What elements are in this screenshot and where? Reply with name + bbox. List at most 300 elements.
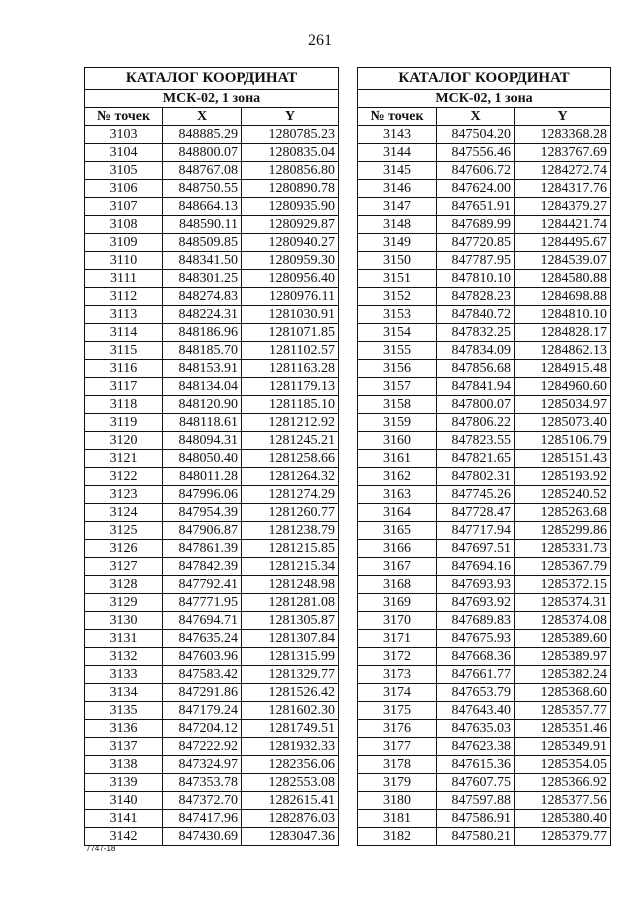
cell-x: 847800.07 bbox=[437, 396, 515, 414]
table-row bbox=[85, 216, 339, 234]
table-row bbox=[358, 180, 611, 198]
table-row bbox=[358, 522, 611, 540]
cell-x: 847787.95 bbox=[437, 252, 515, 270]
cell-point-number: 3113 bbox=[85, 306, 163, 324]
cell-point-number: 3131 bbox=[85, 630, 163, 648]
cell-y: 1284495.67 bbox=[515, 234, 611, 252]
table-row bbox=[85, 288, 339, 306]
cell-point-number: 3161 bbox=[358, 450, 437, 468]
cell-point-number: 3115 bbox=[85, 342, 163, 360]
cell-point-number: 3152 bbox=[358, 288, 437, 306]
cell-y: 1285374.31 bbox=[515, 594, 611, 612]
table-row bbox=[358, 414, 611, 432]
cell-y: 1283767.69 bbox=[515, 144, 611, 162]
cell-x: 847834.09 bbox=[437, 342, 515, 360]
cell-point-number: 3150 bbox=[358, 252, 437, 270]
cell-point-number: 3162 bbox=[358, 468, 437, 486]
cell-point-number: 3177 bbox=[358, 738, 437, 756]
cell-x: 847624.00 bbox=[437, 180, 515, 198]
cell-y: 1284539.07 bbox=[515, 252, 611, 270]
table-row bbox=[358, 684, 611, 702]
cell-x: 847653.79 bbox=[437, 684, 515, 702]
cell-y: 1280929.87 bbox=[242, 216, 339, 234]
coordinate-catalog-table-left bbox=[84, 67, 339, 846]
cell-x: 847580.21 bbox=[437, 828, 515, 846]
cell-y: 1285389.60 bbox=[515, 630, 611, 648]
cell-point-number: 3111 bbox=[85, 270, 163, 288]
cell-point-number: 3173 bbox=[358, 666, 437, 684]
table-row bbox=[358, 234, 611, 252]
cell-y: 1285372.15 bbox=[515, 576, 611, 594]
table-row bbox=[358, 666, 611, 684]
cell-y: 1281749.51 bbox=[242, 720, 339, 738]
table-row bbox=[358, 324, 611, 342]
cell-y: 1283368.28 bbox=[515, 126, 611, 144]
cell-y: 1281179.13 bbox=[242, 378, 339, 396]
table-row bbox=[85, 198, 339, 216]
table-row bbox=[358, 630, 611, 648]
cell-point-number: 3114 bbox=[85, 324, 163, 342]
cell-x: 847661.77 bbox=[437, 666, 515, 684]
cell-point-number: 3141 bbox=[85, 810, 163, 828]
table-row bbox=[358, 774, 611, 792]
cell-point-number: 3155 bbox=[358, 342, 437, 360]
cell-y: 1285380.40 bbox=[515, 810, 611, 828]
cell-point-number: 3182 bbox=[358, 828, 437, 846]
cell-point-number: 3105 bbox=[85, 162, 163, 180]
table-row bbox=[85, 756, 339, 774]
table-row bbox=[358, 504, 611, 522]
cell-x: 848750.55 bbox=[163, 180, 242, 198]
cell-x: 847792.41 bbox=[163, 576, 242, 594]
cell-point-number: 3127 bbox=[85, 558, 163, 576]
cell-x: 847635.03 bbox=[437, 720, 515, 738]
cell-point-number: 3148 bbox=[358, 216, 437, 234]
table-row bbox=[85, 180, 339, 198]
table-row bbox=[358, 810, 611, 828]
cell-point-number: 3126 bbox=[85, 540, 163, 558]
cell-x: 847597.88 bbox=[437, 792, 515, 810]
cell-x: 847745.26 bbox=[437, 486, 515, 504]
table-row bbox=[358, 306, 611, 324]
cell-x: 847372.70 bbox=[163, 792, 242, 810]
table-row bbox=[358, 486, 611, 504]
table-row bbox=[358, 270, 611, 288]
table-row bbox=[85, 306, 339, 324]
document-code: 7747-18 bbox=[86, 844, 116, 853]
table-row bbox=[358, 558, 611, 576]
catalog-title: КАТАЛОГ КООРДИНАТ bbox=[85, 68, 339, 90]
cell-point-number: 3140 bbox=[85, 792, 163, 810]
cell-y: 1282615.41 bbox=[242, 792, 339, 810]
cell-point-number: 3156 bbox=[358, 360, 437, 378]
cell-x: 847179.24 bbox=[163, 702, 242, 720]
table-row bbox=[358, 360, 611, 378]
table-row bbox=[358, 216, 611, 234]
coordinate-catalog-table-right bbox=[357, 67, 611, 846]
cell-y: 1285240.52 bbox=[515, 486, 611, 504]
cell-x: 847717.94 bbox=[437, 522, 515, 540]
column-header-x: X bbox=[437, 108, 515, 126]
cell-point-number: 3132 bbox=[85, 648, 163, 666]
cell-x: 848590.11 bbox=[163, 216, 242, 234]
cell-x: 847697.51 bbox=[437, 540, 515, 558]
cell-y: 1285193.92 bbox=[515, 468, 611, 486]
cell-x: 847728.47 bbox=[437, 504, 515, 522]
cell-point-number: 3104 bbox=[85, 144, 163, 162]
table-row bbox=[358, 450, 611, 468]
cell-point-number: 3116 bbox=[85, 360, 163, 378]
cell-y: 1285366.92 bbox=[515, 774, 611, 792]
table-row bbox=[85, 540, 339, 558]
cell-y: 1285331.73 bbox=[515, 540, 611, 558]
cell-x: 847821.65 bbox=[437, 450, 515, 468]
cell-x: 847204.12 bbox=[163, 720, 242, 738]
cell-y: 1285106.79 bbox=[515, 432, 611, 450]
table-row bbox=[85, 828, 339, 846]
cell-point-number: 3112 bbox=[85, 288, 163, 306]
cell-point-number: 3172 bbox=[358, 648, 437, 666]
cell-y: 1280935.90 bbox=[242, 198, 339, 216]
cell-y: 1285368.60 bbox=[515, 684, 611, 702]
cell-point-number: 3168 bbox=[358, 576, 437, 594]
table-row bbox=[85, 342, 339, 360]
cell-x: 847694.16 bbox=[437, 558, 515, 576]
cell-y: 1284915.48 bbox=[515, 360, 611, 378]
cell-y: 1282553.08 bbox=[242, 774, 339, 792]
cell-y: 1281932.33 bbox=[242, 738, 339, 756]
cell-y: 1284810.10 bbox=[515, 306, 611, 324]
cell-y: 1285263.68 bbox=[515, 504, 611, 522]
table-row bbox=[85, 450, 339, 468]
cell-point-number: 3109 bbox=[85, 234, 163, 252]
cell-x: 847623.38 bbox=[437, 738, 515, 756]
table-row bbox=[85, 126, 339, 144]
cell-point-number: 3163 bbox=[358, 486, 437, 504]
cell-x: 847828.23 bbox=[437, 288, 515, 306]
table-row bbox=[358, 144, 611, 162]
table-row bbox=[85, 270, 339, 288]
cell-x: 847504.20 bbox=[437, 126, 515, 144]
cell-x: 848767.08 bbox=[163, 162, 242, 180]
table-row bbox=[85, 522, 339, 540]
cell-y: 1281307.84 bbox=[242, 630, 339, 648]
cell-y: 1282876.03 bbox=[242, 810, 339, 828]
table-row bbox=[358, 792, 611, 810]
cell-x: 847842.39 bbox=[163, 558, 242, 576]
table-row bbox=[85, 702, 339, 720]
table-row bbox=[85, 432, 339, 450]
cell-point-number: 3157 bbox=[358, 378, 437, 396]
cell-point-number: 3154 bbox=[358, 324, 437, 342]
cell-point-number: 3171 bbox=[358, 630, 437, 648]
cell-y: 1284960.60 bbox=[515, 378, 611, 396]
cell-x: 847823.55 bbox=[437, 432, 515, 450]
table-row bbox=[358, 342, 611, 360]
cell-x: 848120.90 bbox=[163, 396, 242, 414]
cell-x: 847693.92 bbox=[437, 594, 515, 612]
table-row bbox=[358, 756, 611, 774]
cell-x: 847607.75 bbox=[437, 774, 515, 792]
cell-x: 847954.39 bbox=[163, 504, 242, 522]
cell-x: 847810.10 bbox=[437, 270, 515, 288]
catalog-title: КАТАЛОГ КООРДИНАТ bbox=[358, 68, 611, 90]
cell-point-number: 3118 bbox=[85, 396, 163, 414]
table-row bbox=[85, 468, 339, 486]
cell-point-number: 3145 bbox=[358, 162, 437, 180]
cell-point-number: 3122 bbox=[85, 468, 163, 486]
cell-x: 847832.25 bbox=[437, 324, 515, 342]
cell-x: 847603.96 bbox=[163, 648, 242, 666]
cell-y: 1285299.86 bbox=[515, 522, 611, 540]
cell-point-number: 3108 bbox=[85, 216, 163, 234]
table-row bbox=[85, 486, 339, 504]
cell-x: 847906.87 bbox=[163, 522, 242, 540]
table-row bbox=[85, 576, 339, 594]
table-row bbox=[358, 828, 611, 846]
cell-point-number: 3144 bbox=[358, 144, 437, 162]
cell-x: 847996.06 bbox=[163, 486, 242, 504]
cell-y: 1284421.74 bbox=[515, 216, 611, 234]
cell-x: 848224.31 bbox=[163, 306, 242, 324]
column-header-point-number: № точек bbox=[85, 108, 163, 126]
cell-y: 1285357.77 bbox=[515, 702, 611, 720]
cell-y: 1280835.04 bbox=[242, 144, 339, 162]
table-row bbox=[85, 360, 339, 378]
cell-x: 847583.42 bbox=[163, 666, 242, 684]
cell-point-number: 3125 bbox=[85, 522, 163, 540]
cell-y: 1281215.85 bbox=[242, 540, 339, 558]
cell-y: 1284828.17 bbox=[515, 324, 611, 342]
table-row bbox=[85, 414, 339, 432]
cell-y: 1280940.27 bbox=[242, 234, 339, 252]
cell-x: 847222.92 bbox=[163, 738, 242, 756]
table-row bbox=[358, 612, 611, 630]
cell-y: 1284379.27 bbox=[515, 198, 611, 216]
cell-point-number: 3106 bbox=[85, 180, 163, 198]
cell-x: 848800.07 bbox=[163, 144, 242, 162]
cell-point-number: 3124 bbox=[85, 504, 163, 522]
cell-x: 847643.40 bbox=[437, 702, 515, 720]
cell-point-number: 3139 bbox=[85, 774, 163, 792]
table-row bbox=[85, 252, 339, 270]
cell-y: 1281305.87 bbox=[242, 612, 339, 630]
catalog-subtitle: МСК-02, 1 зона bbox=[358, 90, 611, 108]
table-row bbox=[85, 324, 339, 342]
cell-x: 847806.22 bbox=[437, 414, 515, 432]
cell-y: 1281260.77 bbox=[242, 504, 339, 522]
table-row bbox=[85, 396, 339, 414]
cell-x: 848885.29 bbox=[163, 126, 242, 144]
cell-x: 848341.50 bbox=[163, 252, 242, 270]
cell-y: 1281030.91 bbox=[242, 306, 339, 324]
cell-point-number: 3138 bbox=[85, 756, 163, 774]
table-row bbox=[358, 540, 611, 558]
table-row bbox=[358, 126, 611, 144]
cell-point-number: 3158 bbox=[358, 396, 437, 414]
table-row bbox=[85, 774, 339, 792]
cell-y: 1281258.66 bbox=[242, 450, 339, 468]
cell-x: 847417.96 bbox=[163, 810, 242, 828]
table-row bbox=[358, 720, 611, 738]
cell-x: 847651.91 bbox=[437, 198, 515, 216]
cell-y: 1281071.85 bbox=[242, 324, 339, 342]
cell-y: 1285367.79 bbox=[515, 558, 611, 576]
cell-y: 1282356.06 bbox=[242, 756, 339, 774]
cell-y: 1281264.32 bbox=[242, 468, 339, 486]
cell-y: 1285389.97 bbox=[515, 648, 611, 666]
cell-x: 848050.40 bbox=[163, 450, 242, 468]
table-row bbox=[358, 594, 611, 612]
cell-x: 847771.95 bbox=[163, 594, 242, 612]
catalog-body bbox=[358, 126, 611, 846]
catalog-body bbox=[85, 126, 339, 846]
table-row bbox=[85, 648, 339, 666]
cell-y: 1285379.77 bbox=[515, 828, 611, 846]
cell-y: 1280956.40 bbox=[242, 270, 339, 288]
cell-y: 1285382.24 bbox=[515, 666, 611, 684]
cell-y: 1281248.98 bbox=[242, 576, 339, 594]
table-row bbox=[358, 378, 611, 396]
table-row bbox=[85, 162, 339, 180]
table-row bbox=[85, 792, 339, 810]
cell-x: 847430.69 bbox=[163, 828, 242, 846]
cell-point-number: 3174 bbox=[358, 684, 437, 702]
table-row bbox=[358, 702, 611, 720]
cell-y: 1281215.34 bbox=[242, 558, 339, 576]
page-number: 261 bbox=[308, 32, 332, 49]
column-header-x: X bbox=[163, 108, 242, 126]
cell-point-number: 3135 bbox=[85, 702, 163, 720]
cell-x: 847556.46 bbox=[437, 144, 515, 162]
table-row bbox=[85, 558, 339, 576]
table-row bbox=[358, 396, 611, 414]
cell-x: 847635.24 bbox=[163, 630, 242, 648]
cell-y: 1284698.88 bbox=[515, 288, 611, 306]
cell-y: 1284862.13 bbox=[515, 342, 611, 360]
cell-y: 1281602.30 bbox=[242, 702, 339, 720]
cell-point-number: 3134 bbox=[85, 684, 163, 702]
cell-y: 1285374.08 bbox=[515, 612, 611, 630]
table-row bbox=[358, 288, 611, 306]
cell-y: 1284317.76 bbox=[515, 180, 611, 198]
cell-y: 1285351.46 bbox=[515, 720, 611, 738]
column-header-y: Y bbox=[242, 108, 339, 126]
table-row bbox=[85, 666, 339, 684]
cell-point-number: 3159 bbox=[358, 414, 437, 432]
cell-point-number: 3178 bbox=[358, 756, 437, 774]
cell-x: 847694.71 bbox=[163, 612, 242, 630]
cell-point-number: 3121 bbox=[85, 450, 163, 468]
cell-point-number: 3123 bbox=[85, 486, 163, 504]
cell-x: 847353.78 bbox=[163, 774, 242, 792]
cell-point-number: 3103 bbox=[85, 126, 163, 144]
cell-y: 1285151.43 bbox=[515, 450, 611, 468]
cell-point-number: 3160 bbox=[358, 432, 437, 450]
column-header-point-number: № точек bbox=[358, 108, 437, 126]
cell-point-number: 3120 bbox=[85, 432, 163, 450]
cell-y: 1281281.08 bbox=[242, 594, 339, 612]
cell-x: 847720.85 bbox=[437, 234, 515, 252]
cell-point-number: 3110 bbox=[85, 252, 163, 270]
cell-x: 847689.83 bbox=[437, 612, 515, 630]
cell-point-number: 3129 bbox=[85, 594, 163, 612]
cell-x: 847841.94 bbox=[437, 378, 515, 396]
cell-x: 847856.68 bbox=[437, 360, 515, 378]
cell-y: 1281212.92 bbox=[242, 414, 339, 432]
cell-x: 847291.86 bbox=[163, 684, 242, 702]
cell-x: 847606.72 bbox=[437, 162, 515, 180]
cell-x: 847615.36 bbox=[437, 756, 515, 774]
cell-point-number: 3175 bbox=[358, 702, 437, 720]
cell-y: 1285354.05 bbox=[515, 756, 611, 774]
cell-x: 847693.93 bbox=[437, 576, 515, 594]
cell-point-number: 3179 bbox=[358, 774, 437, 792]
cell-point-number: 3128 bbox=[85, 576, 163, 594]
cell-point-number: 3142 bbox=[85, 828, 163, 846]
table-row bbox=[85, 810, 339, 828]
cell-y: 1280890.78 bbox=[242, 180, 339, 198]
cell-x: 848301.25 bbox=[163, 270, 242, 288]
cell-x: 847861.39 bbox=[163, 540, 242, 558]
cell-point-number: 3176 bbox=[358, 720, 437, 738]
cell-point-number: 3119 bbox=[85, 414, 163, 432]
table-row bbox=[85, 504, 339, 522]
cell-point-number: 3170 bbox=[358, 612, 437, 630]
cell-point-number: 3167 bbox=[358, 558, 437, 576]
table-row bbox=[358, 432, 611, 450]
column-header-y: Y bbox=[515, 108, 611, 126]
table-row bbox=[85, 684, 339, 702]
cell-point-number: 3149 bbox=[358, 234, 437, 252]
cell-x: 848094.31 bbox=[163, 432, 242, 450]
cell-x: 847675.93 bbox=[437, 630, 515, 648]
cell-point-number: 3164 bbox=[358, 504, 437, 522]
cell-point-number: 3107 bbox=[85, 198, 163, 216]
table-row bbox=[358, 468, 611, 486]
cell-y: 1281245.21 bbox=[242, 432, 339, 450]
cell-point-number: 3165 bbox=[358, 522, 437, 540]
cell-point-number: 3146 bbox=[358, 180, 437, 198]
cell-x: 847840.72 bbox=[437, 306, 515, 324]
cell-y: 1281315.99 bbox=[242, 648, 339, 666]
cell-point-number: 3130 bbox=[85, 612, 163, 630]
table-row bbox=[358, 198, 611, 216]
table-row bbox=[358, 162, 611, 180]
cell-y: 1281102.57 bbox=[242, 342, 339, 360]
cell-y: 1281274.29 bbox=[242, 486, 339, 504]
cell-x: 848011.28 bbox=[163, 468, 242, 486]
cell-x: 848186.96 bbox=[163, 324, 242, 342]
cell-x: 847586.91 bbox=[437, 810, 515, 828]
cell-y: 1280785.23 bbox=[242, 126, 339, 144]
table-row bbox=[85, 738, 339, 756]
cell-y: 1281163.28 bbox=[242, 360, 339, 378]
cell-y: 1285349.91 bbox=[515, 738, 611, 756]
cell-point-number: 3166 bbox=[358, 540, 437, 558]
cell-y: 1281185.10 bbox=[242, 396, 339, 414]
cell-point-number: 3133 bbox=[85, 666, 163, 684]
cell-x: 847668.36 bbox=[437, 648, 515, 666]
cell-x: 848509.85 bbox=[163, 234, 242, 252]
cell-point-number: 3181 bbox=[358, 810, 437, 828]
table-row bbox=[85, 594, 339, 612]
cell-y: 1285073.40 bbox=[515, 414, 611, 432]
cell-y: 1285377.56 bbox=[515, 792, 611, 810]
table-row bbox=[358, 738, 611, 756]
cell-point-number: 3151 bbox=[358, 270, 437, 288]
cell-point-number: 3117 bbox=[85, 378, 163, 396]
